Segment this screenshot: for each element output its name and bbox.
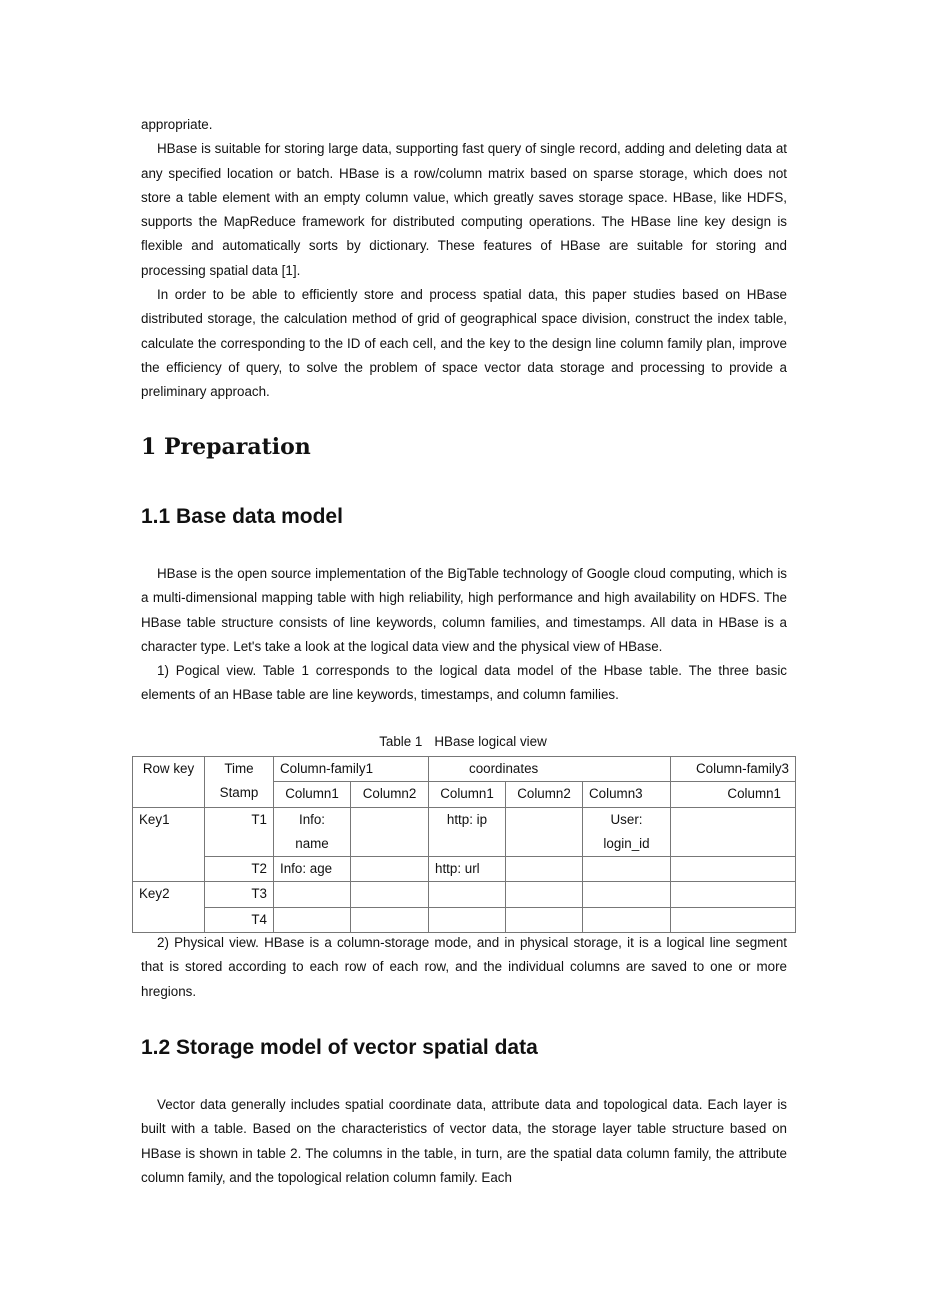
- table-cell: [274, 882, 351, 907]
- intro-text: [141, 113, 787, 405]
- table-cell: [506, 882, 583, 907]
- table-cell: [351, 807, 429, 857]
- table-cell: [583, 907, 671, 932]
- paragraph: Vector data generally includes spatial coordinate data, attribute data and topological data. Each layer is built with a table. Based on the characteristics of vector data, the storage layer table structure based on HBase is shown in table 2. The columns in the table, in turn, are the spatial data column family, the attribute column family, and the topological relation column family. Each: [141, 1097, 787, 1185]
- timestamp-cell: T3: [205, 882, 274, 907]
- header-column-family1: Column-family1: [274, 757, 429, 782]
- table-cell: [351, 882, 429, 907]
- paragraph: appropriate.: [141, 117, 213, 132]
- table-cell: [671, 857, 796, 882]
- sub-header: Column1: [671, 782, 796, 807]
- table-cell: http: url: [429, 857, 506, 882]
- sub-header: Column2: [351, 782, 429, 807]
- header-timestamp: Time Stamp: [205, 757, 274, 808]
- table-cell: [671, 907, 796, 932]
- caption-number: Table 1: [379, 734, 423, 749]
- sub-header: Column1: [429, 782, 506, 807]
- table-cell: [671, 807, 796, 857]
- sub-header: Column1: [274, 782, 351, 807]
- table-cell: Info: age: [274, 857, 351, 882]
- table-cell: [583, 882, 671, 907]
- table-cell: [429, 882, 506, 907]
- table-cell: http: ip: [429, 807, 506, 857]
- table-cell: [506, 907, 583, 932]
- base-model-text: [141, 562, 787, 708]
- cell-text: User:: [610, 811, 643, 827]
- header-coordinates: coordinates: [429, 757, 671, 782]
- row-key-cell: Key2: [133, 882, 205, 933]
- header-column-family3: Column-family3: [671, 757, 796, 782]
- paragraph: HBase is the open source implementation of the BigTable technology of Google cloud computing, which is a multi-dimensional mapping table with high reliability, high performance and high availability on HDFS. The HBase table structure consists of line keywords, column families, and timestamps. All data in HBase is a character type. Let's take a look at the logical data view and the physical view of HBase.: [141, 566, 787, 654]
- table-cell: [274, 807, 351, 857]
- cell-text: Info:: [298, 811, 326, 827]
- subsection-heading: 1.2 Storage model of vector spatial data: [141, 1036, 538, 1059]
- vector-data-text: [141, 1093, 787, 1190]
- paragraph: In order to be able to efficiently store and process spatial data, this paper studies based on HBase distributed storage, the calculation method of grid of geographical space division, construct the index table, calculate the corresponding to the ID of each cell, and the key to the design line column family plan, improve the efficiency of query, to solve the problem of space vector data storage and processing to provide a preliminary approach.: [141, 287, 787, 400]
- table-cell: [583, 857, 671, 882]
- header-row-key: Row key: [133, 757, 205, 808]
- sub-header: Column2: [506, 782, 583, 807]
- table-cell: [351, 907, 429, 932]
- table-cell: [506, 807, 583, 857]
- paragraph: 2) Physical view. HBase is a column-storage mode, and in physical storage, it is a logical line segment that is stored according to each row of each row, and the individual columns are saved to one or more hregions.: [141, 935, 787, 999]
- table-cell: [583, 807, 671, 857]
- hbase-logical-view-table: [132, 756, 796, 933]
- cell-text: login_id: [603, 835, 650, 851]
- subsection-heading: 1.1 Base data model: [141, 505, 343, 528]
- table-cell: [274, 907, 351, 932]
- sub-header: Column3: [583, 782, 671, 807]
- table-cell: [351, 857, 429, 882]
- table-cell: [429, 907, 506, 932]
- timestamp-cell: T4: [205, 907, 274, 932]
- cell-text: name: [295, 835, 329, 851]
- caption-title: HBase logical view: [434, 734, 547, 749]
- row-key-cell: Key1: [133, 807, 205, 882]
- table-cell: [671, 882, 796, 907]
- section-heading: 1 Preparation: [141, 434, 311, 460]
- table-caption: [0, 734, 926, 749]
- paragraph: HBase is suitable for storing large data, supporting fast query of single record, adding and deleting data at any specified location or batch. HBase is a row/column matrix based on sparse storage, which does not store a table element with an empty column value, which greatly saves storage space. HBase, like HDFS, supports the MapReduce framework for distributed computing operations. The HBase line key design is flexible and automatically sorts by dictionary. These features of HBase are suitable for storing and processing spatial data [1].: [141, 141, 787, 278]
- paragraph: 1) Pogical view. Table 1 corresponds to the logical data model of the Hbase table. The three basic elements of an HBase table are line keywords, timestamps, and column families.: [141, 663, 787, 703]
- table-cell: [506, 857, 583, 882]
- timestamp-cell: T2: [205, 857, 274, 882]
- physical-view-text: [141, 931, 787, 1004]
- timestamp-cell: T1: [205, 807, 274, 857]
